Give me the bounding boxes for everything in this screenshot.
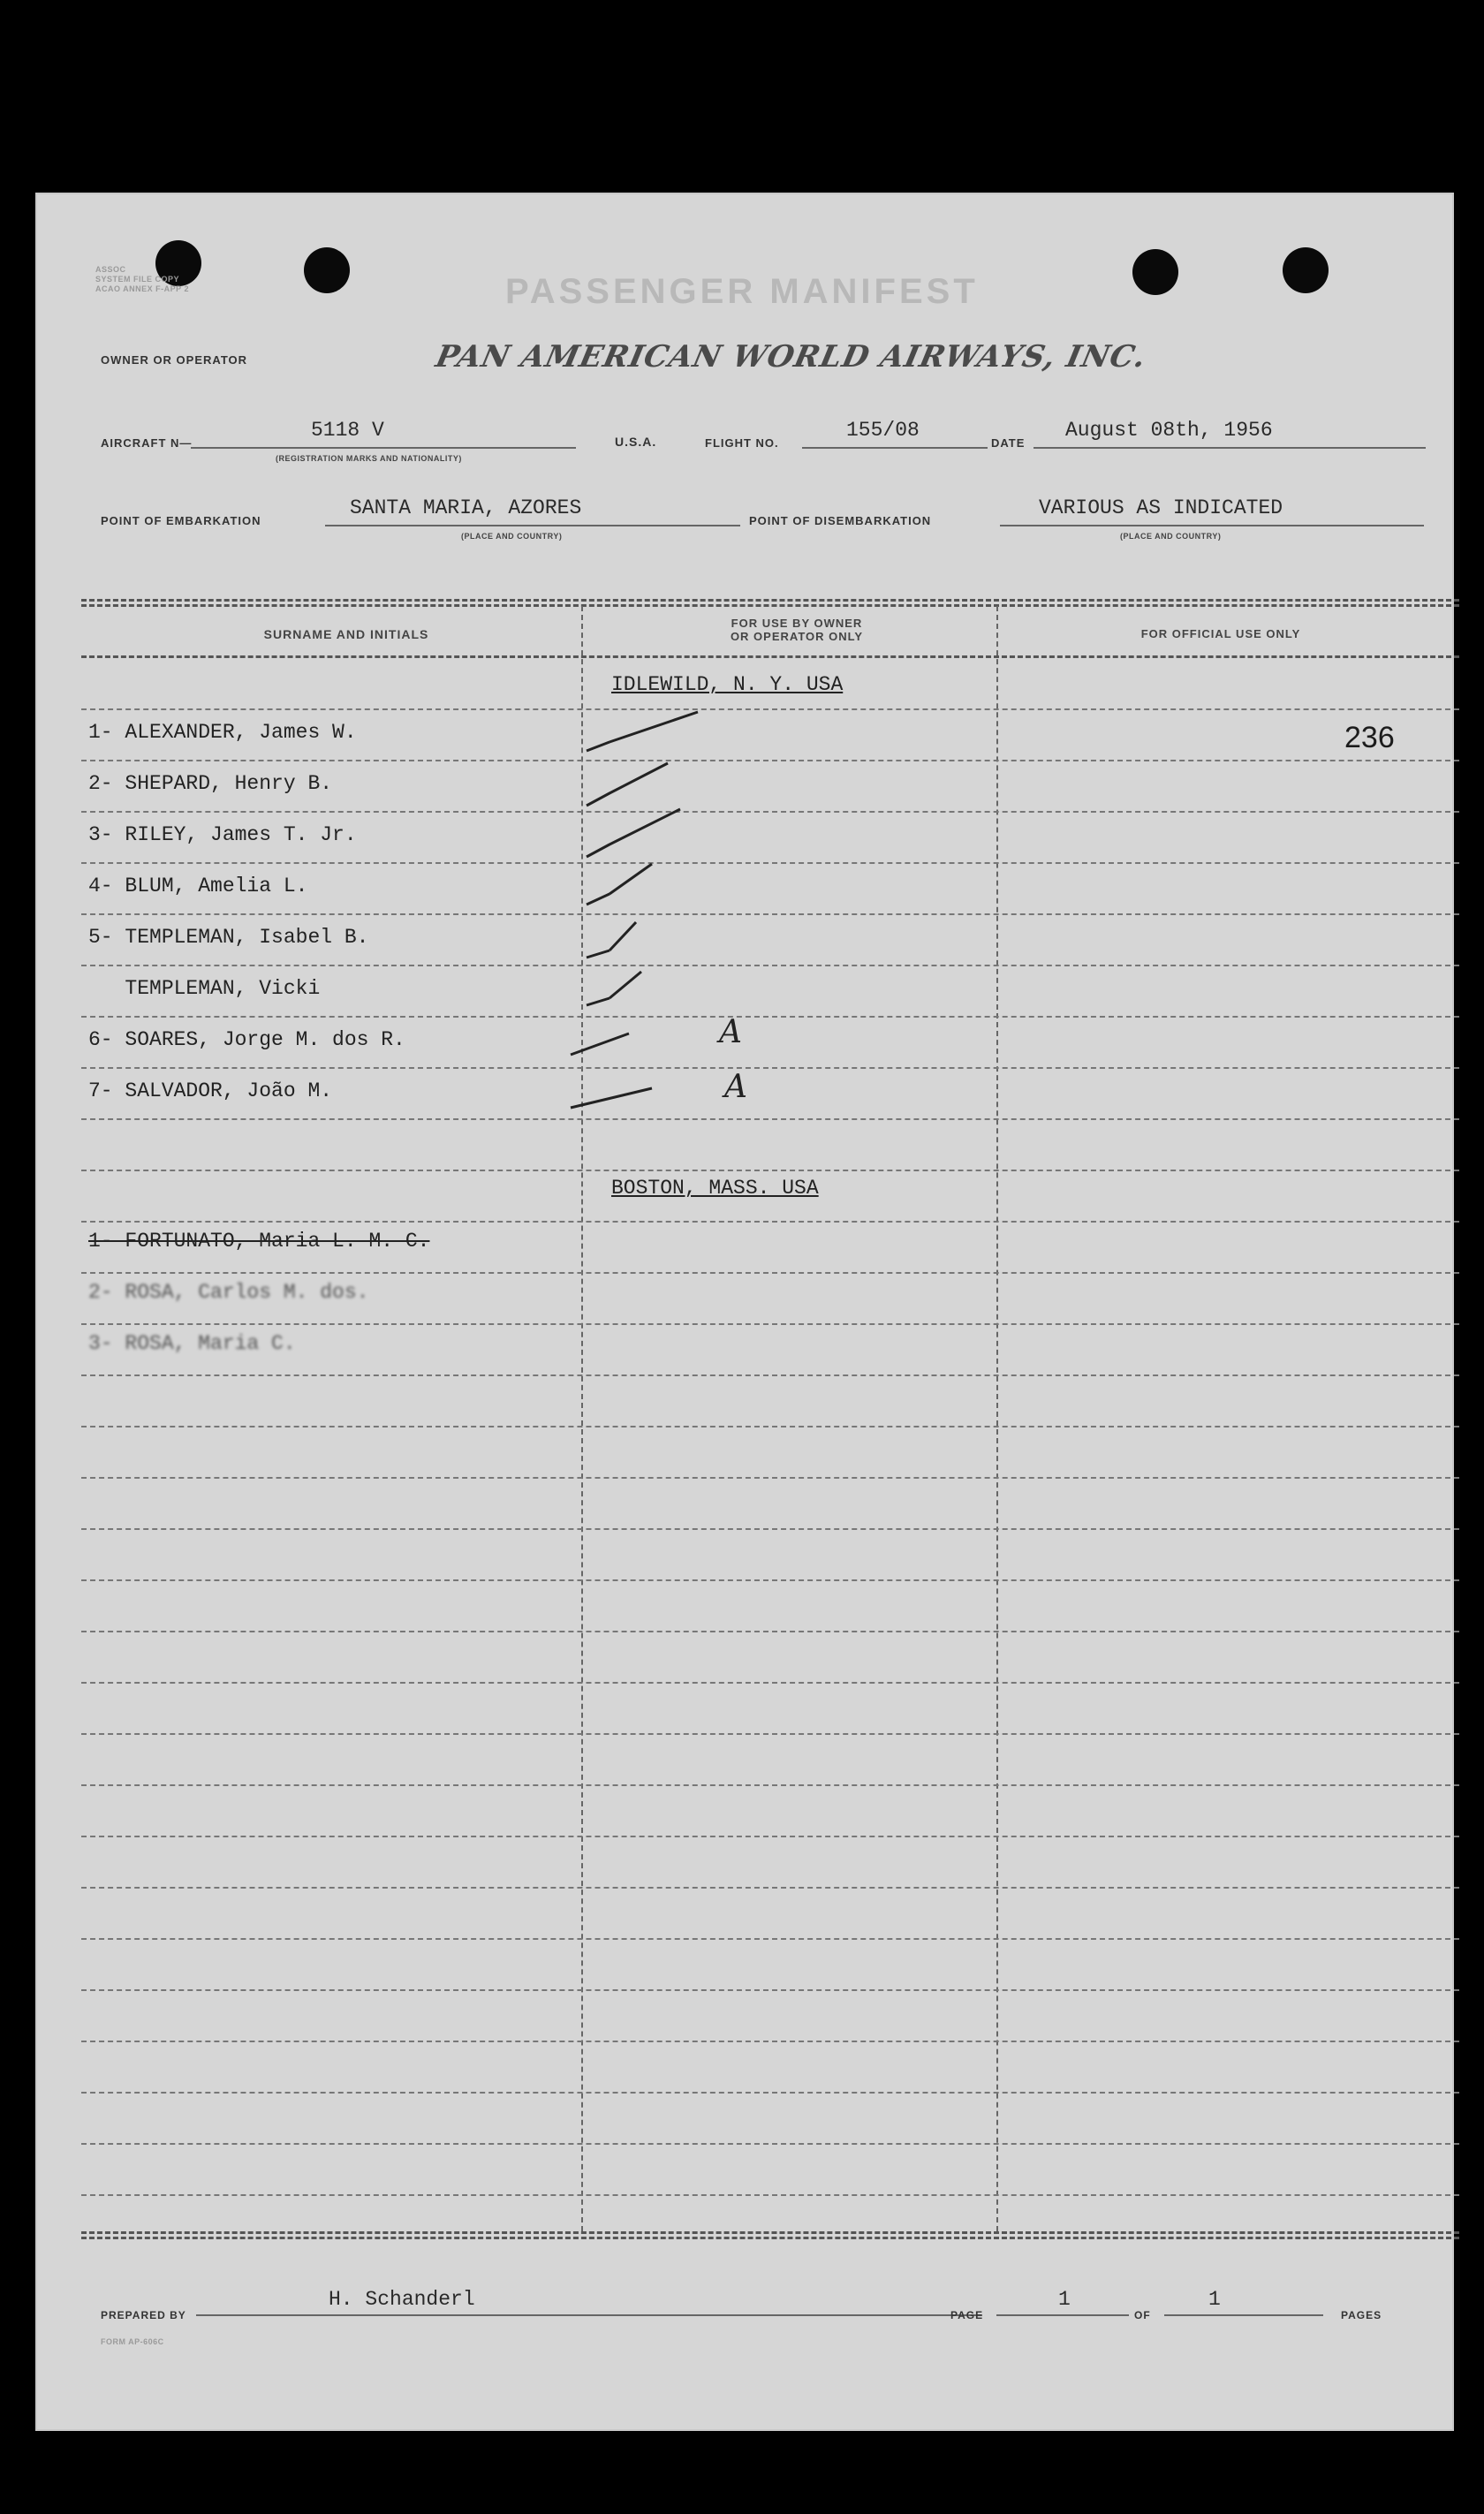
prepared-label: PREPARED BY bbox=[101, 2309, 186, 2321]
row-rule bbox=[81, 1272, 1459, 1274]
date-value: August 08th, 1956 bbox=[1065, 419, 1273, 442]
of-label: OF bbox=[1134, 2309, 1151, 2321]
passenger-row: 5- TEMPLEMAN, Isabel B. bbox=[88, 926, 369, 949]
row-rule bbox=[81, 1836, 1459, 1837]
destination-boston: BOSTON, MASS. USA bbox=[611, 1177, 819, 1200]
of-value: 1 bbox=[1208, 2288, 1221, 2311]
punch-hole bbox=[1283, 247, 1329, 293]
passenger-row-struck: 1- FORTUNATO, Maria L. M. C. bbox=[88, 1230, 430, 1253]
passenger-row: 3- RILEY, James T. Jr. bbox=[88, 823, 357, 846]
check-mark-icon bbox=[567, 1071, 691, 1124]
page-underline bbox=[996, 2314, 1129, 2316]
passenger-row-obscured: 3- ROSA, Maria C. bbox=[88, 1332, 296, 1355]
date-underline bbox=[1034, 447, 1426, 449]
row-rule bbox=[81, 1221, 1459, 1223]
flight-value: 155/08 bbox=[846, 419, 920, 442]
row-rule bbox=[81, 862, 1459, 864]
of-underline bbox=[1164, 2314, 1323, 2316]
row-rule bbox=[81, 1067, 1459, 1069]
row-rule bbox=[81, 2143, 1459, 2145]
row-rule bbox=[81, 1528, 1459, 1530]
row-rule bbox=[81, 1887, 1459, 1889]
table-bottom-rule bbox=[81, 2237, 1459, 2239]
row-rule bbox=[81, 1426, 1459, 1427]
row-rule bbox=[81, 2041, 1459, 2042]
form-id: ASSOC SYSTEM FILE COPY ACAO ANNEX F-APP 2 bbox=[95, 265, 190, 293]
aircraft-label: AIRCRAFT N— bbox=[101, 436, 193, 450]
prepared-value: H. Schanderl bbox=[329, 2288, 475, 2311]
page-label: PAGE bbox=[950, 2309, 984, 2321]
header-bottom-rule bbox=[81, 655, 1459, 658]
table-top-rule bbox=[81, 604, 1459, 607]
embark-underline bbox=[325, 525, 740, 526]
passenger-row: 4- BLUM, Amelia L. bbox=[88, 875, 308, 897]
handwritten-mark: A bbox=[719, 1014, 742, 1050]
aircraft-underline bbox=[191, 447, 576, 449]
punch-hole bbox=[304, 247, 350, 293]
date-label: DATE bbox=[991, 436, 1026, 450]
column-header-surname: SURNAME AND INITIALS bbox=[263, 627, 429, 641]
row-rule bbox=[81, 1938, 1459, 1940]
passenger-row: 1- ALEXANDER, James W. bbox=[88, 721, 357, 744]
page-title: PASSENGER MANIFEST bbox=[505, 272, 979, 311]
owner-label: OWNER OR OPERATOR bbox=[101, 353, 248, 367]
check-mark-icon bbox=[567, 1018, 691, 1071]
row-rule bbox=[81, 1323, 1459, 1325]
column-header-owner-use: FOR USE BY OWNER OR OPERATOR ONLY bbox=[730, 617, 864, 643]
row-rule bbox=[81, 1118, 1459, 1120]
check-mark-icon bbox=[583, 917, 707, 970]
page-value: 1 bbox=[1058, 2288, 1071, 2311]
embark-value: SANTA MARIA, AZORES bbox=[350, 496, 582, 519]
row-rule bbox=[81, 913, 1459, 915]
handwritten-mark: A bbox=[724, 1069, 747, 1105]
row-rule bbox=[81, 2194, 1459, 2196]
table-top-rule bbox=[81, 599, 1459, 602]
embark-label: POINT OF EMBARKATION bbox=[101, 514, 261, 527]
prepared-underline bbox=[196, 2314, 982, 2316]
disembark-value: VARIOUS AS INDICATED bbox=[1039, 496, 1283, 519]
manifest-page bbox=[35, 193, 1454, 2431]
form-number: FORM AP-606C bbox=[101, 2337, 164, 2346]
row-rule bbox=[81, 811, 1459, 813]
check-mark-icon bbox=[583, 758, 707, 811]
aircraft-caption: (REGISTRATION MARKS AND NATIONALITY) bbox=[276, 454, 462, 463]
passenger-row-obscured: 2- ROSA, Carlos M. dos. bbox=[88, 1281, 369, 1304]
disembark-label: POINT OF DISEMBARKATION bbox=[749, 514, 932, 527]
aircraft-value: 5118 V bbox=[311, 419, 384, 442]
destination-idlewild: IDLEWILD, N. Y. USA bbox=[611, 673, 844, 696]
official-note: 236 bbox=[1344, 721, 1395, 754]
row-rule bbox=[81, 1170, 1459, 1171]
column-divider bbox=[996, 606, 998, 2231]
passenger-row: 6- SOARES, Jorge M. dos R. bbox=[88, 1028, 405, 1051]
check-mark-icon bbox=[583, 804, 707, 866]
flight-label: FLIGHT NO. bbox=[705, 436, 779, 450]
table-bottom-rule bbox=[81, 2231, 1459, 2234]
pages-label: PAGES bbox=[1341, 2309, 1382, 2321]
row-rule bbox=[81, 708, 1459, 710]
row-rule bbox=[81, 1631, 1459, 1632]
passenger-row: 2- SHEPARD, Henry B. bbox=[88, 772, 333, 795]
row-rule bbox=[81, 1682, 1459, 1684]
row-rule bbox=[81, 2092, 1459, 2094]
row-rule bbox=[81, 1579, 1459, 1581]
check-mark-icon bbox=[583, 707, 707, 760]
passenger-row: 7- SALVADOR, João M. bbox=[88, 1079, 333, 1102]
check-mark-icon bbox=[583, 859, 707, 912]
row-rule bbox=[81, 1374, 1459, 1376]
embark-caption: (PLACE AND COUNTRY) bbox=[461, 532, 563, 541]
disembark-underline bbox=[1000, 525, 1424, 526]
row-rule bbox=[81, 1477, 1459, 1479]
column-header-official-use: FOR OFFICIAL USE ONLY bbox=[1140, 627, 1301, 640]
punch-hole bbox=[1132, 249, 1178, 295]
flight-underline bbox=[802, 447, 988, 449]
row-rule bbox=[81, 760, 1459, 761]
disembark-caption: (PLACE AND COUNTRY) bbox=[1120, 532, 1222, 541]
check-mark-icon bbox=[583, 963, 707, 1016]
row-rule bbox=[81, 965, 1459, 966]
row-rule bbox=[81, 1784, 1459, 1786]
usa-label: U.S.A. bbox=[615, 435, 657, 449]
row-rule bbox=[81, 1989, 1459, 1991]
passenger-row: TEMPLEMAN, Vicki bbox=[88, 977, 321, 1000]
row-rule bbox=[81, 1016, 1459, 1018]
row-rule bbox=[81, 1733, 1459, 1735]
operator-logo: PAN AMERICAN WORLD AIRWAYS, INC. bbox=[432, 339, 1150, 375]
